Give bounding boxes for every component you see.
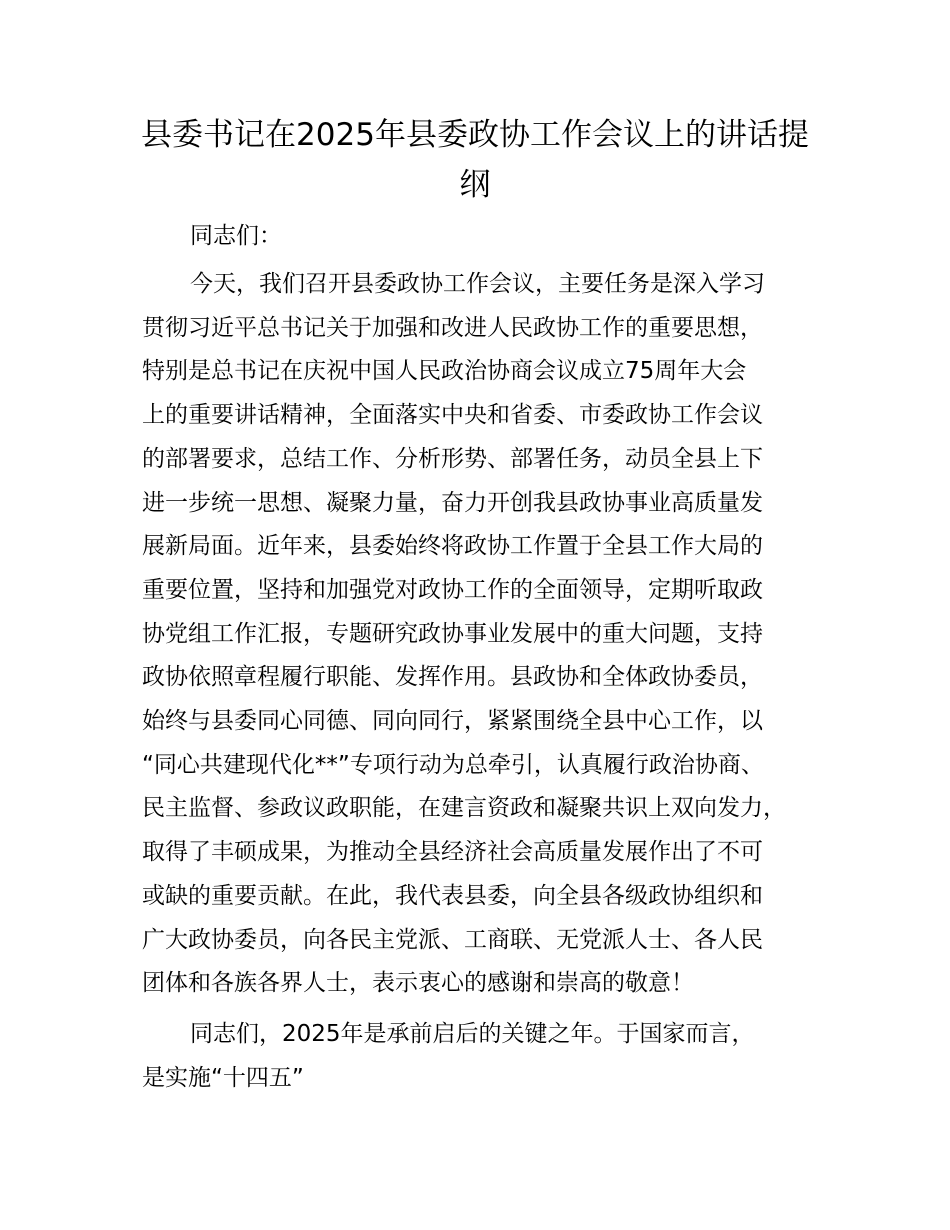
body-paragraph-2: 同志们，2025年是承前启后的关键之年。于国家而言， 是实施“十四五” [142, 1021, 755, 1091]
salutation: 同志们： [190, 223, 282, 249]
body-paragraph-1: 今天，我们召开县委政协工作会议，主要任务是深入学习 贯彻习近平总书记关于加强和改进人民政协工作的重要思想， 特别是总书记在庆祝中国人民政治协商会议成立75周年大会 上的重要讲话精神，全面落实中央和省委、市委政协工作会议 的部署要求，总结工作、分析形势、部署任务，动员全县上下 进一步统一思想、凝聚力量，奋力开创我县政协事业高质量发 展新局面。近年来，县委始终将政协工作置于全县工作大局的 重要位置，坚持和加强党对政协工作的全面领导，定期听取政 协党组工作汇报，专题研究政协事业发展中的重大问题，支持 政协依照章程履行职能、发挥作用。县政协和全体政协委员， 始终与县委同心同德、同向同行，紧紧围绕全县中心工作，以 “同心共建现代化**”专项行动为总牵引，认真履行政治协商、 民主监督、参政议政职能，在建言资政和凝聚共识上双向发力， 取得了丰硕成果，为推动全县经济社会高质量发展作出了不可 或缺的重要贡献。在此，我代表县委，向全县各级政协组织和 广大政协委员，向各民主党派、工商联、无党派人士、各人民 团体和各族各界人士，表示衷心的感谢和崇高的敬意！ [142, 271, 786, 997]
document-title: 县委书记在2025年县委政协工作会议上的讲话提纲 [141, 117, 809, 203]
